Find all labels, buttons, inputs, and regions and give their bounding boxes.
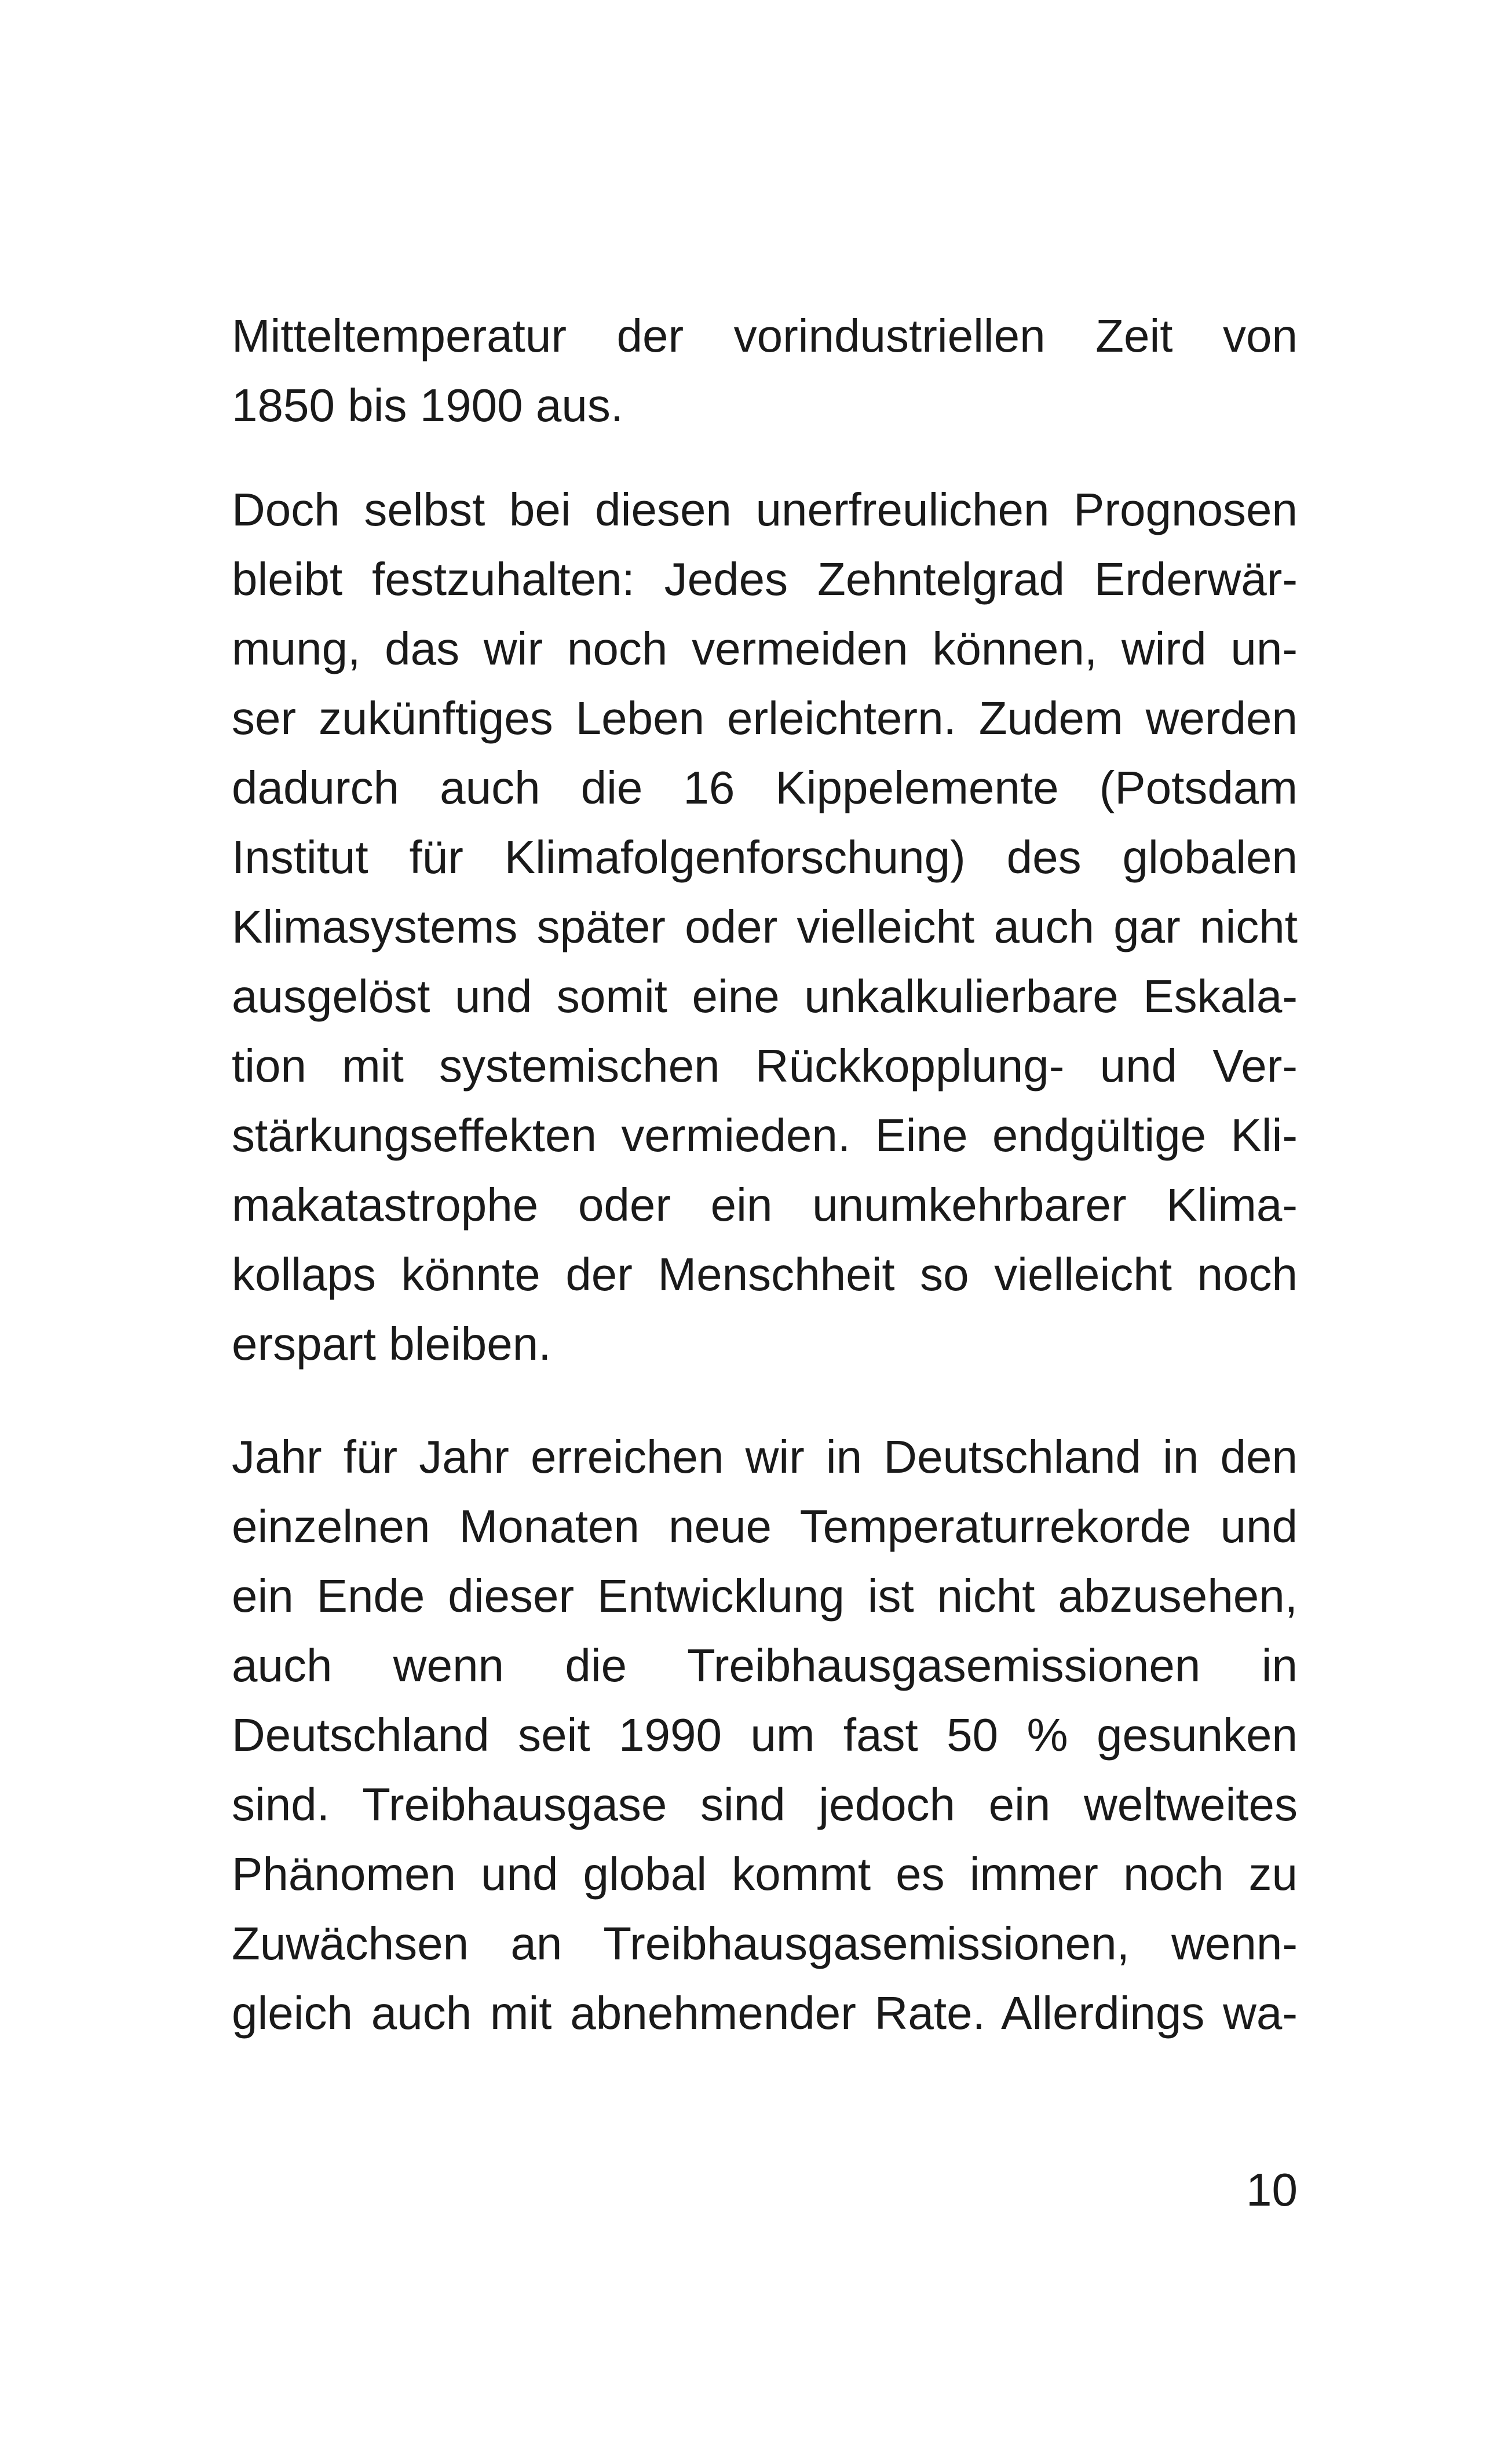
text-line: Klimasystems später oder vielleicht auch gar nicht [232, 901, 1298, 952]
text-line: Deutschland seit 1990 um fast 50 % gesunken [232, 1709, 1298, 1761]
text-line: auch wenn die Treibhausgasemissionen in [232, 1640, 1298, 1691]
text-line: dadurch auch die 16 Kippelemente (Potsdam [232, 762, 1298, 813]
paragraph-3 [232, 1422, 1298, 2048]
text-line: makatastrophe oder ein unumkehrbarer Klima- [232, 1179, 1298, 1231]
text-line: einzelnen Monaten neue Temperaturrekorde und [232, 1501, 1298, 1552]
text-line: ausgelöst und somit eine unkalkulierbare Eskala- [232, 970, 1298, 1022]
text-line: Mitteltemperatur der vorindustriellen Zeit von [232, 310, 1298, 362]
text-line: tion mit systemischen Rückkopplung- und Ver- [232, 1040, 1298, 1092]
text-line: 1850 bis 1900 aus. [232, 379, 624, 431]
text-line: kollaps könnte der Menschheit so vielleicht noch [232, 1249, 1298, 1300]
paragraph-1 [232, 301, 1298, 440]
text-line: sind. Treibhausgase sind jedoch ein weltweites [232, 1779, 1298, 1830]
text-line: stärkungseffekten vermieden. Eine endgültige Kli- [232, 1109, 1298, 1161]
text-line: Phänomen und global kommt es immer noch zu [232, 1848, 1298, 1900]
text-line: ein Ende dieser Entwicklung ist nicht abzusehen, [232, 1570, 1298, 1622]
paragraph-2 [232, 475, 1298, 1379]
text-line: mung, das wir noch vermeiden können, wird un- [232, 623, 1298, 674]
text-line: bleibt festzuhalten: Jedes Zehntelgrad Erderwär- [232, 553, 1298, 605]
text-line: ser zukünftiges Leben erleichtern. Zudem werden [232, 692, 1298, 744]
text-line: Zuwächsen an Treibhausgasemissionen, wenn- [232, 1918, 1298, 1969]
page-number: 10 [1246, 2164, 1298, 2215]
text-line: Institut für Klimafolgenforschung) des globalen [232, 831, 1298, 883]
text-line: Doch selbst bei diesen unerfreulichen Prognosen [232, 484, 1298, 535]
text-line: gleich auch mit abnehmender Rate. Allerdings wa- [232, 1987, 1298, 2039]
text-line: erspart bleiben. [232, 1318, 551, 1370]
text-line: Jahr für Jahr erreichen wir in Deutschland in den [232, 1431, 1298, 1483]
